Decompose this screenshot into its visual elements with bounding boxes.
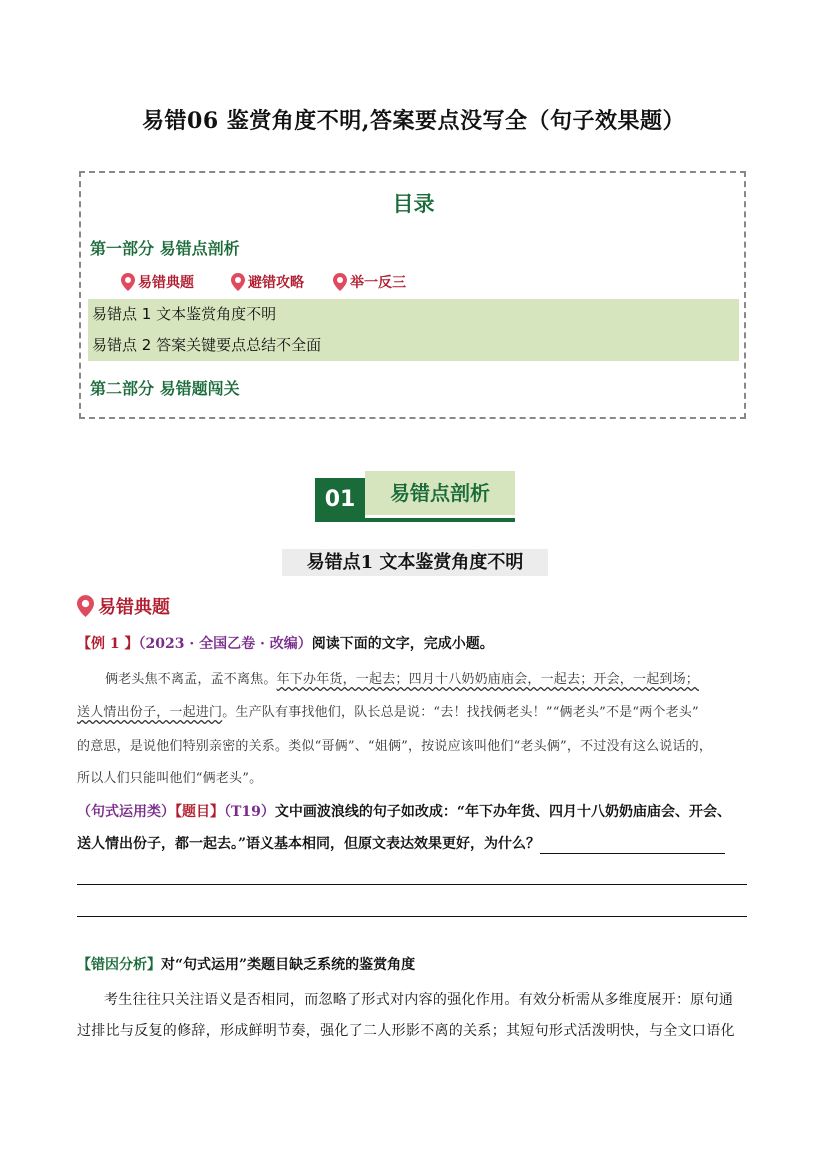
location-pin-icon	[121, 273, 135, 291]
example-label: 【例 1 】	[77, 636, 139, 652]
passage-text: 。生产队有事找他们，队长总是说：“去！找找俩老头！”“俩老头”不是“两个老头”	[222, 705, 699, 720]
analysis-title: 对“句式运用”类题目缺乏系统的鉴赏角度	[161, 957, 416, 973]
toc-part2-link[interactable]: 第二部分 易错题闯关	[90, 379, 240, 398]
analysis-heading	[77, 955, 749, 975]
section-badge-label: 易错点剖析	[365, 471, 515, 515]
passage-wavy-text: 送人情出份子，一起进门	[77, 705, 223, 720]
example-header	[77, 634, 749, 654]
section-badge-number: 01	[315, 478, 365, 522]
toc-heading: 目录	[392, 192, 435, 216]
toc-part1-link[interactable]: 第一部分 易错点剖析	[90, 239, 240, 258]
toc-tag-gonglue[interactable]	[231, 272, 304, 292]
toc-item-1[interactable]: 易错点 1 文本鉴赏角度不明	[88, 299, 739, 330]
passage-wavy-text: 年下办年货，一起去；四月十八奶奶庙庙会，一起去；开会，一起到场；	[276, 672, 700, 687]
toc-tag-fansan[interactable]	[333, 272, 406, 292]
passage-line-2	[77, 703, 749, 723]
toc-tag-dianti[interactable]	[121, 272, 194, 292]
example-instruction: 阅读下面的文字，完成小题。	[311, 636, 494, 652]
question-text: 文中画波浪线的句子如改成：“年下办年货、四月十八奶奶庙庙会、开会、	[274, 804, 731, 820]
location-pin-icon	[333, 273, 347, 291]
toc-item-2[interactable]: 易错点 2 答案关键要点总结不全面	[88, 330, 739, 361]
question-line-2	[77, 834, 749, 854]
answer-line[interactable]	[77, 884, 747, 885]
passage-line-4: 所以人们只能叫他们“俩老头”。	[77, 771, 263, 786]
example-source: （2023 · 全国乙卷 · 改编）	[138, 636, 312, 652]
toc-tag-label: 避错攻略	[248, 275, 304, 291]
question-type: （句式运用类）	[77, 804, 175, 820]
passage-line-1	[105, 670, 777, 690]
question-tag: 【题目】	[175, 804, 224, 820]
analysis-line-2: 过排比与反复的修辞，形成鲜明节奏，强化了二人形影不离的关系；其短句形式活泼明快，与全文口语化	[77, 1023, 735, 1039]
location-pin-icon	[77, 595, 94, 617]
sub-heading	[77, 593, 170, 619]
analysis-line-1: 考生往往只关注语义是否相同，而忽略了形式对内容的强化作用。有效分析需从多维度展开：原句通	[104, 992, 734, 1008]
question-line-1	[77, 802, 749, 822]
toc-tag-label: 易错典题	[138, 275, 194, 291]
passage-line-3: 的意思，是说他们特别亲密的关系。类似“哥俩”、“姐俩”，按说应该叫他们“老头俩”，不过没有这么说话的，	[77, 739, 713, 754]
sub-heading-label: 易错典题	[98, 597, 170, 618]
answer-blank[interactable]	[540, 837, 725, 854]
question-text: 送人情出份子，都一起去。”语义基本相同，但原文表达效果更好，为什么？	[77, 836, 541, 852]
toc-tag-label: 举一反三	[350, 275, 406, 291]
answer-line[interactable]	[77, 916, 747, 917]
point-heading: 易错点1 文本鉴赏角度不明	[282, 549, 548, 576]
document-title: 易错06 鉴赏角度不明,答案要点没写全（句子效果题）	[142, 108, 685, 134]
analysis-label: 【错因分析】	[77, 957, 161, 973]
question-number: （T19）	[224, 804, 275, 820]
location-pin-icon	[231, 273, 245, 291]
section-badge-underline	[315, 518, 515, 522]
passage-text: 俩老头焦不离孟，孟不离焦。	[105, 672, 277, 687]
